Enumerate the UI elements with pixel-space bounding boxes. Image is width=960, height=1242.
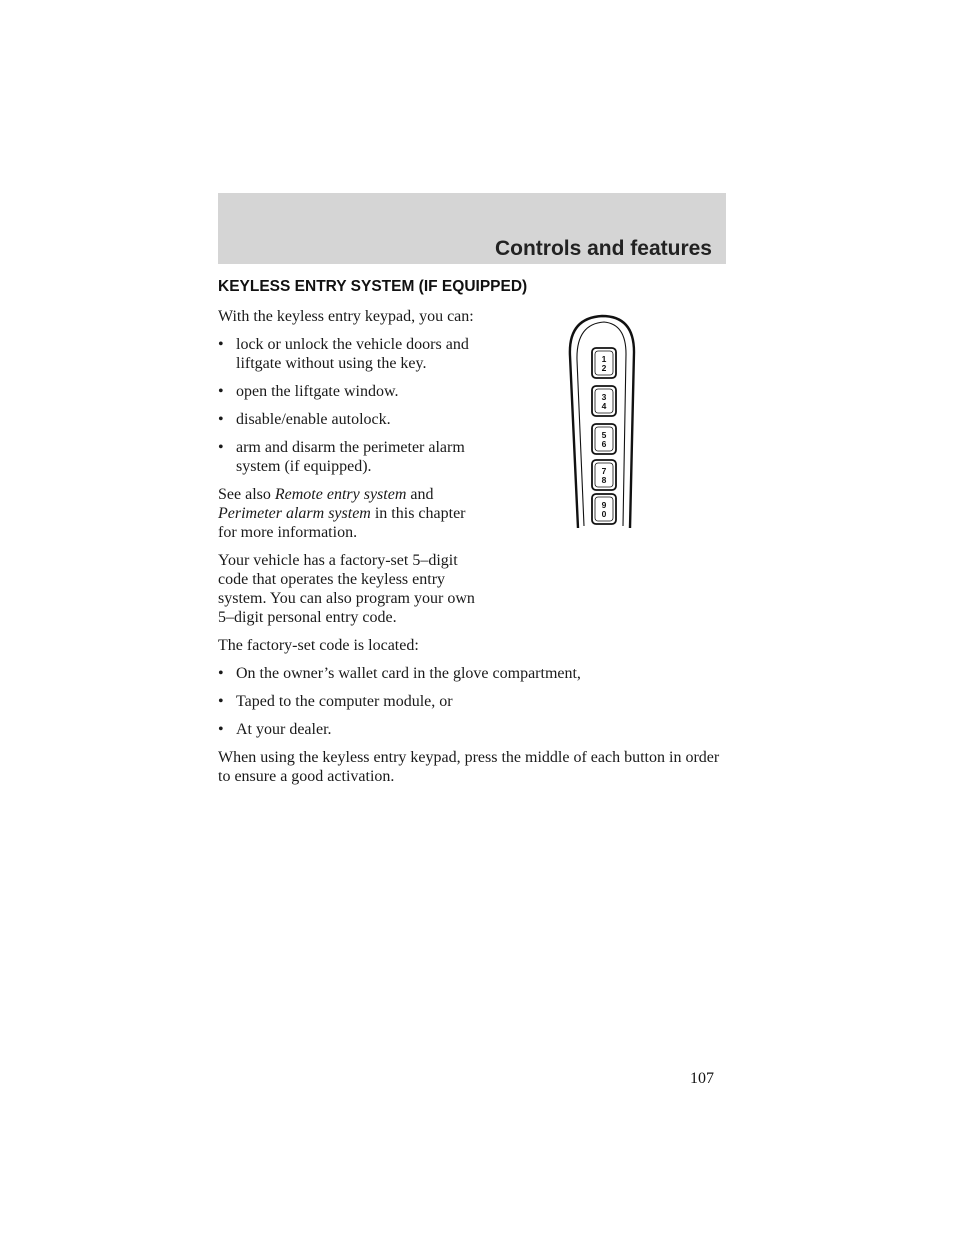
svg-text:2: 2	[601, 363, 607, 373]
list-item: • On the owner’s wallet card in the glove compartment,	[218, 665, 581, 682]
section-title: Controls and features	[494, 237, 712, 260]
located-intro: The factory-set code is located:	[218, 637, 419, 654]
svg-text:6: 6	[601, 439, 607, 449]
list-item: • open the liftgate window.	[218, 383, 399, 400]
page-number: 107	[690, 1070, 714, 1087]
header-band	[218, 193, 726, 264]
locations-list	[218, 664, 726, 739]
factory-code-paragraph: Your vehicle has a factory-set 5–digit code that operates the keyless entry system. You can also program your own 5–digit personal entry code.	[218, 552, 475, 626]
key-button-7-8	[592, 460, 616, 490]
key-button-9-0	[592, 494, 616, 524]
section-heading: KEYLESS ENTRY SYSTEM (IF EQUIPPED)	[218, 278, 528, 295]
svg-text:8: 8	[601, 475, 607, 485]
svg-text:1: 1	[601, 354, 607, 364]
svg-text:5: 5	[601, 430, 607, 440]
list-item: • At your dealer.	[218, 721, 332, 738]
press-note: When using the keyless entry keypad, press the middle of each button in order to ensure a good activation.	[218, 749, 720, 785]
svg-text:9: 9	[601, 500, 607, 510]
perimeter-alarm-reference: Perimeter alarm system	[218, 505, 371, 522]
svg-text:7: 7	[601, 466, 607, 476]
capabilities-list	[218, 335, 486, 476]
list-item: • lock or unlock the vehicle doors and liftgate without using the key.	[218, 336, 469, 372]
svg-text:0: 0	[601, 509, 607, 519]
main-content	[218, 278, 726, 795]
svg-text:3: 3	[601, 392, 607, 402]
list-item: • Taped to the computer module, or	[218, 693, 453, 710]
key-button-5-6	[592, 424, 616, 454]
keypad-illustration	[562, 312, 642, 532]
key-button-3-4	[592, 386, 616, 416]
key-button-1-2	[592, 348, 616, 378]
narrow-column	[218, 307, 486, 627]
see-also-paragraph: See also Remote entry system and Perimeter alarm system in this chapter for more information.	[218, 486, 466, 541]
intro-paragraph: With the keyless entry keypad, you can:	[218, 308, 474, 325]
list-item: • disable/enable autolock.	[218, 411, 391, 428]
svg-text:4: 4	[601, 401, 607, 411]
list-item: • arm and disarm the perimeter alarm system (if equipped).	[218, 439, 465, 475]
remote-entry-reference: Remote entry system	[274, 486, 407, 503]
